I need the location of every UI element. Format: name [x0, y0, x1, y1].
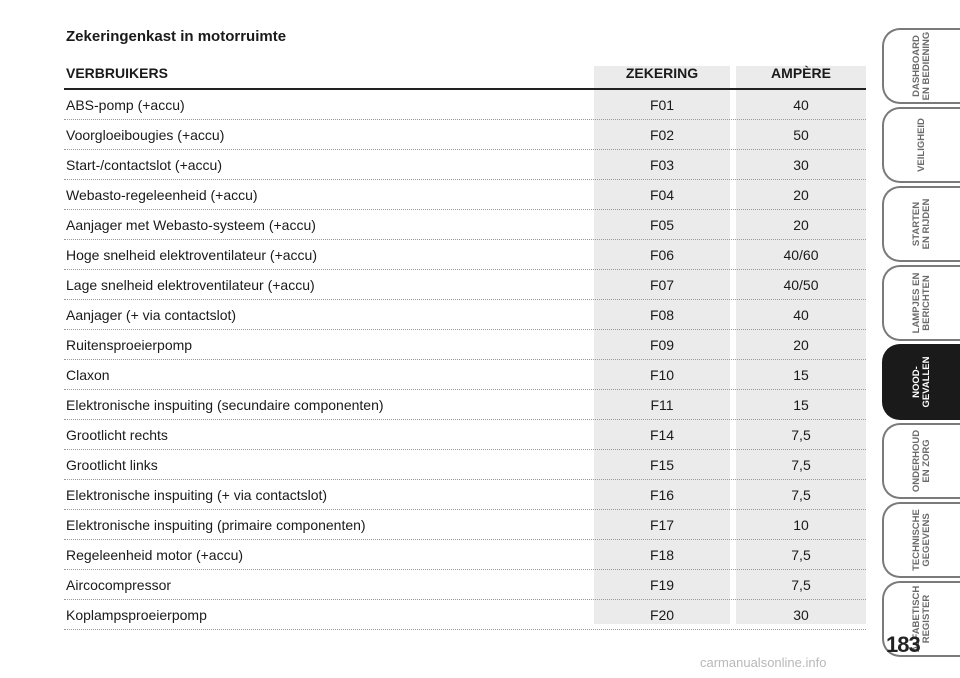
chapter-tab[interactable] — [882, 423, 960, 499]
chapter-tab-label: DASHBOARD EN BEDIENING — [911, 31, 932, 101]
table-row — [64, 480, 866, 510]
cell-consumer: Elektronische inspuiting (primaire componenten) — [66, 516, 366, 533]
cell-fuse: F14 — [649, 426, 675, 443]
cell-ampere: 40 — [793, 96, 809, 113]
chapter-tab[interactable] — [882, 265, 960, 341]
cell-fuse: F05 — [649, 216, 675, 233]
cell-fuse: F03 — [649, 156, 675, 173]
chapter-tab-label: ONDERHOUD EN ZORG — [911, 429, 932, 493]
cell-ampere: 20 — [793, 336, 809, 353]
cell-ampere: 40 — [793, 306, 809, 323]
cell-ampere: 15 — [793, 366, 809, 383]
cell-fuse: F06 — [649, 246, 675, 263]
page-number: 183 — [886, 632, 920, 657]
cell-fuse: F11 — [650, 396, 674, 413]
chapter-tab-label: LAMPJES EN BERICHTEN — [911, 272, 932, 334]
table-header — [64, 58, 866, 90]
cell-fuse: F01 — [649, 96, 675, 113]
cell-fuse: F18 — [649, 546, 675, 563]
page-title: Zekeringenkast in motorruimte — [66, 28, 287, 45]
table-row — [64, 390, 866, 420]
cell-ampere: 50 — [793, 126, 809, 143]
table-row — [64, 270, 866, 300]
table-row — [64, 600, 866, 630]
cell-fuse: F19 — [649, 576, 675, 593]
chapter-tab[interactable] — [882, 28, 960, 104]
cell-ampere: 20 — [793, 186, 809, 203]
cell-ampere: 7,5 — [791, 486, 811, 503]
cell-ampere: 20 — [793, 216, 809, 233]
header-fuse: ZEKERING — [625, 65, 699, 81]
cell-consumer: Aanjager (+ via contactslot) — [66, 306, 237, 323]
cell-ampere: 7,5 — [791, 456, 811, 473]
cell-consumer: Lage snelheid elektroventilateur (+accu) — [66, 276, 315, 293]
cell-consumer: Elektronische inspuiting (secundaire componenten) — [66, 396, 384, 413]
chapter-tabs — [882, 28, 960, 660]
cell-ampere: 15 — [793, 396, 809, 413]
cell-ampere: 30 — [793, 606, 809, 623]
chapter-tab[interactable] — [882, 344, 960, 420]
chapter-tab-label: NOOD- GEVALLEN — [911, 356, 932, 408]
chapter-tab-label: ALFABETISCH REGISTER — [911, 585, 932, 653]
fuse-table — [64, 58, 866, 630]
cell-consumer: Koplampsproeierpomp — [66, 606, 207, 623]
cell-consumer: Ruitensproeierpomp — [66, 336, 193, 353]
cell-fuse: F08 — [649, 306, 675, 323]
cell-ampere: 30 — [793, 156, 809, 173]
table-row — [64, 120, 866, 150]
cell-ampere: 10 — [793, 516, 809, 533]
cell-consumer: Webasto-regeleenheid (+accu) — [66, 186, 258, 203]
header-ampere: AMPÈRE — [771, 65, 831, 81]
table-row — [64, 180, 866, 210]
cell-ampere: 40/60 — [783, 246, 819, 263]
table-row — [64, 450, 866, 480]
cell-consumer: Regeleenheid motor (+accu) — [66, 546, 244, 563]
cell-consumer: Voorgloeibougies (+accu) — [66, 126, 225, 143]
chapter-tab[interactable] — [882, 502, 960, 578]
header-consumer: VERBRUIKERS — [66, 65, 168, 81]
table-row — [64, 540, 866, 570]
chapter-tab-label: VEILIGHEID — [916, 118, 927, 172]
cell-fuse: F02 — [649, 126, 675, 143]
cell-ampere: 7,5 — [791, 546, 811, 563]
table-row — [64, 90, 866, 120]
cell-fuse: F10 — [649, 366, 675, 383]
cell-consumer: Hoge snelheid elektroventilateur (+accu) — [66, 246, 317, 263]
table-row — [64, 330, 866, 360]
chapter-tab-label: STARTEN EN RIJDEN — [911, 198, 932, 250]
cell-ampere: 7,5 — [791, 426, 811, 443]
table-row — [64, 360, 866, 390]
table-body — [64, 90, 866, 630]
chapter-tab-label: TECHNISCHE GEGEVENS — [911, 509, 932, 571]
cell-fuse: F09 — [649, 336, 675, 353]
cell-fuse: F16 — [649, 486, 675, 503]
table-row — [64, 570, 866, 600]
chapter-tab[interactable] — [882, 107, 960, 183]
cell-fuse: F17 — [649, 516, 675, 533]
cell-consumer: Grootlicht links — [66, 456, 158, 473]
table-row — [64, 210, 866, 240]
chapter-tab[interactable] — [882, 186, 960, 262]
cell-consumer: Elektronische inspuiting (+ via contactslot) — [66, 486, 328, 503]
table-row — [64, 240, 866, 270]
cell-consumer: Start-/contactslot (+accu) — [66, 156, 223, 173]
table-row — [64, 300, 866, 330]
table-row — [64, 150, 866, 180]
cell-consumer: Grootlicht rechts — [66, 426, 168, 443]
table-row — [64, 420, 866, 450]
cell-consumer: Aanjager met Webasto-systeem (+accu) — [66, 216, 316, 233]
cell-consumer: ABS-pomp (+accu) — [66, 96, 185, 113]
watermark: carmanualsonline.info — [700, 655, 827, 670]
table-row — [64, 510, 866, 540]
cell-ampere: 7,5 — [791, 576, 811, 593]
cell-fuse: F04 — [649, 186, 675, 203]
cell-fuse: F07 — [649, 276, 675, 293]
cell-ampere: 40/50 — [783, 276, 819, 293]
cell-consumer: Claxon — [66, 366, 110, 383]
cell-fuse: F15 — [649, 456, 675, 473]
cell-fuse: F20 — [649, 606, 675, 623]
cell-consumer: Aircocompressor — [66, 576, 172, 593]
